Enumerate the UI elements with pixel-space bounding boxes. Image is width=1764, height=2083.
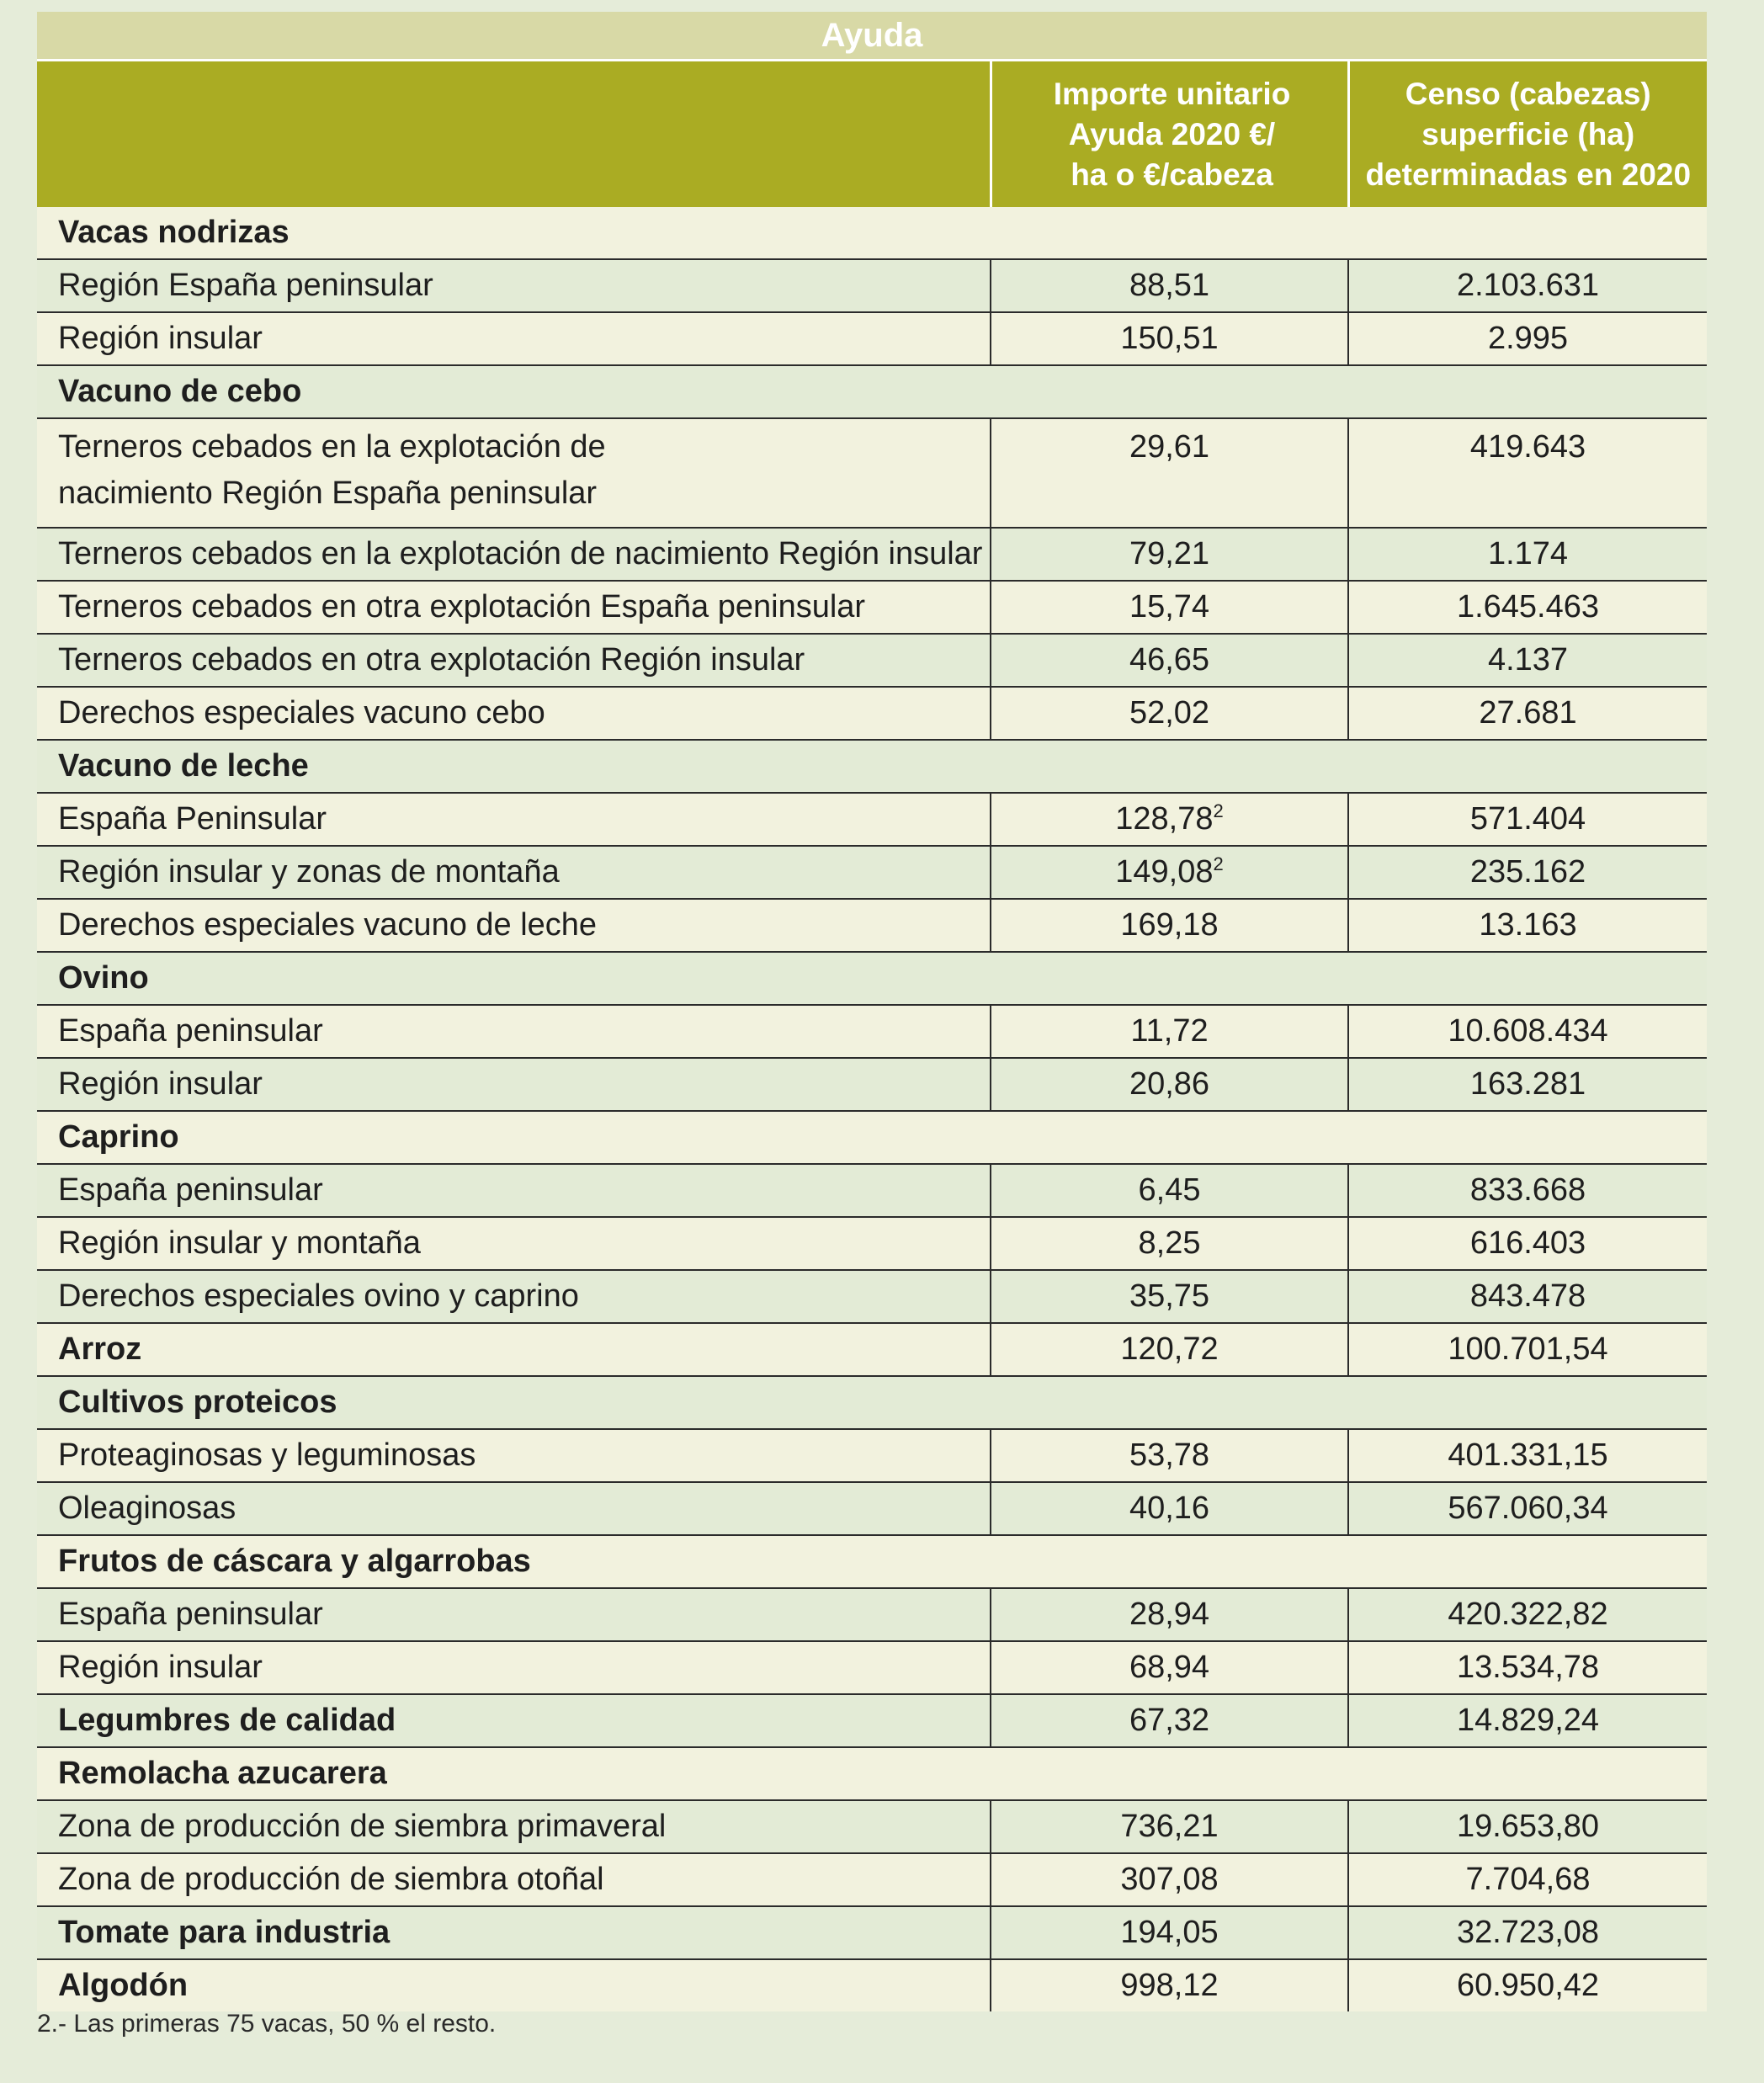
empty-cell [991,1111,1348,1164]
censo-cell: 32.723,08 [1348,1906,1707,1959]
table-row [37,1058,1707,1111]
footnote: 2.- Las primeras 75 vacas, 50 % el resto. [37,2010,497,2038]
row-label: Zona de producción de siembra otoñal [37,1853,991,1906]
row-label: Algodón [37,1959,991,2011]
censo-cell: 14.829,24 [1348,1694,1707,1747]
row-label: España peninsular [37,1164,991,1217]
importe-cell: 28,94 [991,1588,1348,1641]
table-row [37,1270,1707,1323]
column-header-importe-line: ha o €/cabeza [1071,157,1273,192]
table-row [37,1482,1707,1535]
table-group-row [37,952,1707,1005]
importe-cell: 169,18 [991,899,1348,952]
row-label: Región insular [37,312,991,365]
importe-cell: 29,61 [991,418,1348,528]
row-label: Derechos especiales vacuno de leche [37,899,991,952]
censo-cell: 419.643 [1348,418,1707,528]
row-label: Región insular [37,1058,991,1111]
table-row [37,312,1707,365]
row-label: Proteaginosas y leguminosas [37,1429,991,1482]
row-label: Derechos especiales ovino y caprino [37,1270,991,1323]
group-label: Caprino [37,1111,991,1164]
importe-cell: 736,21 [991,1800,1348,1853]
empty-cell [1348,365,1707,418]
row-label: Oleaginosas [37,1482,991,1535]
empty-cell [1348,740,1707,793]
table-row [37,1588,1707,1641]
group-label: Vacas nodrizas [37,207,991,259]
censo-cell: 27.681 [1348,687,1707,740]
row-label: Terneros cebados en otra explotación Región insular [37,634,991,687]
importe-cell: 53,78 [991,1429,1348,1482]
importe-cell: 67,32 [991,1694,1348,1747]
column-header-importe-line: Ayuda 2020 €/ [1068,116,1276,151]
censo-cell: 10.608.434 [1348,1005,1707,1058]
empty-cell [1348,1535,1707,1588]
row-label: Terneros cebados en otra explotación España peninsular [37,581,991,634]
table-row [37,1217,1707,1270]
footnote-ref: 2 [1213,800,1224,821]
table-row [37,687,1707,740]
table-title: Ayuda [37,12,1707,61]
footnote-ref: 2 [1213,853,1224,874]
empty-cell [991,1535,1348,1588]
empty-cell [991,207,1348,259]
censo-cell: 401.331,15 [1348,1429,1707,1482]
table-row [37,634,1707,687]
row-label-line: Terneros cebados en la explotación de [58,429,606,465]
censo-cell: 833.668 [1348,1164,1707,1217]
censo-cell: 1.174 [1348,528,1707,581]
censo-cell: 616.403 [1348,1217,1707,1270]
aid-table [37,12,1707,2011]
importe-cell: 120,72 [991,1323,1348,1376]
table-body [37,207,1707,2011]
row-label [37,418,991,528]
table-row [37,1853,1707,1906]
importe-cell: 40,16 [991,1482,1348,1535]
censo-cell: 420.322,82 [1348,1588,1707,1641]
column-header-censo-line: determinadas en 2020 [1365,157,1692,192]
importe-value: 128,78 [1115,801,1214,837]
importe-cell: 20,86 [991,1058,1348,1111]
table-group-row [37,1323,1707,1376]
table-row [37,793,1707,846]
table-group-row [37,740,1707,793]
importe-cell: 88,51 [991,259,1348,312]
importe-cell: 307,08 [991,1853,1348,1906]
censo-cell: 19.653,80 [1348,1800,1707,1853]
group-label: Remolacha azucarera [37,1747,991,1800]
row-label: Región España peninsular [37,259,991,312]
empty-cell [991,365,1348,418]
row-label: Región insular y zonas de montaña [37,846,991,899]
table-row [37,1429,1707,1482]
column-header-concept [37,61,991,208]
importe-cell: 52,02 [991,687,1348,740]
table-group-row [37,1906,1707,1959]
row-label: Región insular y montaña [37,1217,991,1270]
group-label: Ovino [37,952,991,1005]
censo-cell: 4.137 [1348,634,1707,687]
table-group-row [37,1535,1707,1588]
table-group-row [37,1959,1707,2011]
table-group-row [37,1111,1707,1164]
column-header-importe [991,61,1348,208]
row-label: España peninsular [37,1588,991,1641]
importe-cell: 11,72 [991,1005,1348,1058]
table-row [37,581,1707,634]
censo-cell: 1.645.463 [1348,581,1707,634]
table-group-row [37,1694,1707,1747]
censo-cell: 100.701,54 [1348,1323,1707,1376]
importe-cell: 8,25 [991,1217,1348,1270]
column-header-row [37,61,1707,208]
column-header-censo [1348,61,1707,208]
row-label: Derechos especiales vacuno cebo [37,687,991,740]
group-label: Cultivos proteicos [37,1376,991,1429]
censo-cell: 13.534,78 [1348,1641,1707,1694]
censo-cell: 2.995 [1348,312,1707,365]
group-label: Vacuno de cebo [37,365,991,418]
table-row [37,1005,1707,1058]
censo-cell: 163.281 [1348,1058,1707,1111]
table-row [37,528,1707,581]
row-label: Tomate para industria [37,1906,991,1959]
table-row [37,418,1707,528]
aid-table-container [37,12,1707,2011]
censo-cell: 571.404 [1348,793,1707,846]
empty-cell [991,952,1348,1005]
empty-cell [1348,952,1707,1005]
group-label: Frutos de cáscara y algarrobas [37,1535,991,1588]
table-row [37,1800,1707,1853]
empty-cell [991,1747,1348,1800]
table-row [37,899,1707,952]
importe-cell: 46,65 [991,634,1348,687]
column-header-censo-line: superficie (ha) [1421,116,1635,151]
importe-cell [991,846,1348,899]
empty-cell [1348,207,1707,259]
censo-cell: 2.103.631 [1348,259,1707,312]
importe-value: 149,08 [1115,854,1214,890]
row-label: Legumbres de calidad [37,1694,991,1747]
empty-cell [991,1376,1348,1429]
importe-cell: 150,51 [991,312,1348,365]
table-group-row [37,207,1707,259]
column-header-censo-line: Censo (cabezas) [1405,76,1651,111]
censo-cell: 60.950,42 [1348,1959,1707,2011]
row-label-line: nacimiento Región España peninsular [58,476,598,511]
row-label: Región insular [37,1641,991,1694]
importe-cell: 68,94 [991,1641,1348,1694]
empty-cell [1348,1747,1707,1800]
row-label: Zona de producción de siembra primaveral [37,1800,991,1853]
importe-cell: 194,05 [991,1906,1348,1959]
group-label: Vacuno de leche [37,740,991,793]
censo-cell: 567.060,34 [1348,1482,1707,1535]
table-row [37,1641,1707,1694]
table-group-row [37,365,1707,418]
censo-cell: 7.704,68 [1348,1853,1707,1906]
row-label: Arroz [37,1323,991,1376]
empty-cell [991,740,1348,793]
importe-cell: 35,75 [991,1270,1348,1323]
table-row [37,259,1707,312]
column-header-importe-line: Importe unitario [1053,76,1291,111]
censo-cell: 13.163 [1348,899,1707,952]
table-row [37,1164,1707,1217]
empty-cell [1348,1111,1707,1164]
row-label: España peninsular [37,1005,991,1058]
censo-cell: 235.162 [1348,846,1707,899]
table-group-row [37,1747,1707,1800]
importe-cell: 6,45 [991,1164,1348,1217]
row-label: España Peninsular [37,793,991,846]
importe-cell: 79,21 [991,528,1348,581]
censo-cell: 843.478 [1348,1270,1707,1323]
table-group-row [37,1376,1707,1429]
table-title-row [37,12,1707,61]
table-row [37,846,1707,899]
row-label: Terneros cebados en la explotación de nacimiento Región insular [37,528,991,581]
empty-cell [1348,1376,1707,1429]
importe-cell: 15,74 [991,581,1348,634]
importe-cell [991,793,1348,846]
importe-cell: 998,12 [991,1959,1348,2011]
